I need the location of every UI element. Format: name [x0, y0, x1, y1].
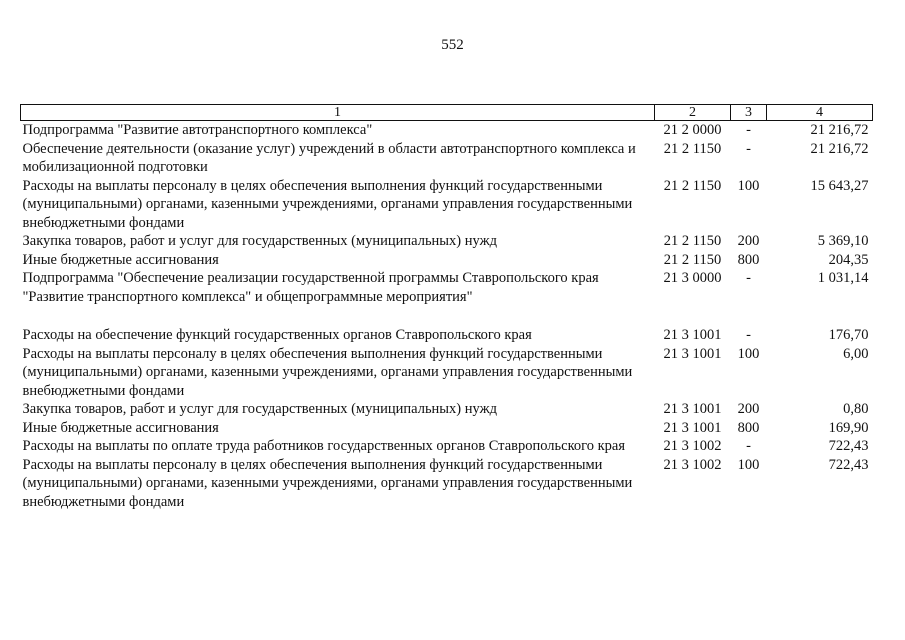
row-amount: 1 031,14 — [817, 270, 869, 286]
row-type: - — [746, 140, 751, 157]
row-code: 21 2 1150 — [663, 233, 722, 249]
table-row — [21, 269, 873, 306]
row-type: 200 — [737, 401, 760, 417]
row-code: 21 3 1001 — [663, 327, 722, 343]
header-col-1: 1 — [21, 105, 655, 121]
row-name: Расходы на выплаты персоналу в целях обеспечения выполнения функций государственными (муниципальными) органами, казенными учреждениями, органами управления государственными внебюджетными фондами — [22, 456, 633, 510]
header-col-4: 4 — [767, 105, 873, 121]
row-amount: 15 643,27 — [810, 177, 869, 194]
row-name: Закупка товаров, работ и услуг для государственных (муниципальных) нужд — [22, 401, 497, 417]
row-name: Расходы на обеспечение функций государственных органов Ставропольского края — [22, 327, 532, 343]
table-row — [21, 419, 873, 438]
row-type: 100 — [737, 456, 760, 473]
row-type: 800 — [737, 251, 760, 268]
table-row — [21, 121, 873, 140]
row-code: 21 3 1002 — [663, 456, 722, 473]
row-type: - — [746, 327, 751, 343]
row-amount: 21 216,72 — [810, 122, 869, 138]
row-code: 21 3 0000 — [663, 270, 722, 286]
table-row — [21, 177, 873, 233]
row-name: Подпрограмма "Обеспечение реализации государственной программы Ставропольского края "Развитие транспортного комплекса" и общепрограммные мероприятия" — [22, 270, 599, 305]
row-amount: 722,43 — [828, 438, 869, 454]
row-name: Иные бюджетные ассигнования — [22, 419, 219, 436]
row-type: - — [746, 438, 751, 454]
row-code: 21 3 1001 — [663, 345, 722, 362]
row-code: 21 2 0000 — [663, 122, 722, 138]
table-row — [21, 456, 873, 512]
row-type: 800 — [737, 419, 760, 436]
table-row — [21, 345, 873, 401]
page-number: 552 — [441, 37, 464, 53]
row-name: Расходы на выплаты по оплате труда работников государственных органов Ставропольского края — [22, 438, 625, 454]
row-type: - — [746, 270, 751, 286]
row-type: - — [746, 122, 751, 138]
row-code: 21 2 1150 — [663, 140, 722, 157]
row-amount: 21 216,72 — [810, 140, 869, 157]
row-name: Закупка товаров, работ и услуг для государственных (муниципальных) нужд — [22, 233, 497, 249]
row-amount: 6,00 — [843, 345, 869, 362]
table-row — [21, 232, 873, 251]
row-amount: 176,70 — [828, 327, 869, 343]
row-type: 100 — [737, 177, 760, 194]
row-type: 100 — [737, 345, 760, 362]
table-row — [21, 437, 873, 456]
header-col-2: 2 — [655, 105, 731, 121]
row-amount: 0,80 — [843, 401, 869, 417]
row-amount: 5 369,10 — [817, 233, 869, 249]
row-name: Подпрограмма "Развитие автотранспортного комплекса" — [22, 122, 373, 138]
row-name: Обеспечение деятельности (оказание услуг) учреждений в области автотранспортного комплекса и мобилизационной подготовки — [22, 140, 636, 175]
table-row — [21, 400, 873, 419]
table-body — [21, 121, 873, 512]
table-row — [21, 251, 873, 270]
row-code: 21 3 1002 — [663, 438, 722, 454]
header-col-3: 3 — [731, 105, 767, 121]
table-header — [21, 105, 873, 121]
table-row — [21, 140, 873, 177]
row-code: 21 3 1001 — [663, 401, 722, 417]
table-row — [21, 306, 873, 345]
row-code: 21 2 1150 — [663, 251, 722, 268]
row-amount: 169,90 — [828, 419, 869, 436]
budget-table — [20, 104, 873, 511]
row-name: Расходы на выплаты персоналу в целях обеспечения выполнения функций государственными (муниципальными) органами, казенными учреждениями, органами управления государственными внебюджетными фондами — [22, 177, 633, 231]
row-name: Расходы на выплаты персоналу в целях обеспечения выполнения функций государственными (муниципальными) органами, казенными учреждениями, органами управления государственными внебюджетными фондами — [22, 345, 633, 399]
row-type: 200 — [737, 233, 760, 249]
row-code: 21 3 1001 — [663, 419, 722, 436]
header-row — [21, 105, 873, 121]
row-code: 21 2 1150 — [663, 177, 722, 194]
row-amount: 722,43 — [828, 456, 869, 473]
row-amount: 204,35 — [828, 251, 869, 268]
row-name: Иные бюджетные ассигнования — [22, 251, 219, 268]
